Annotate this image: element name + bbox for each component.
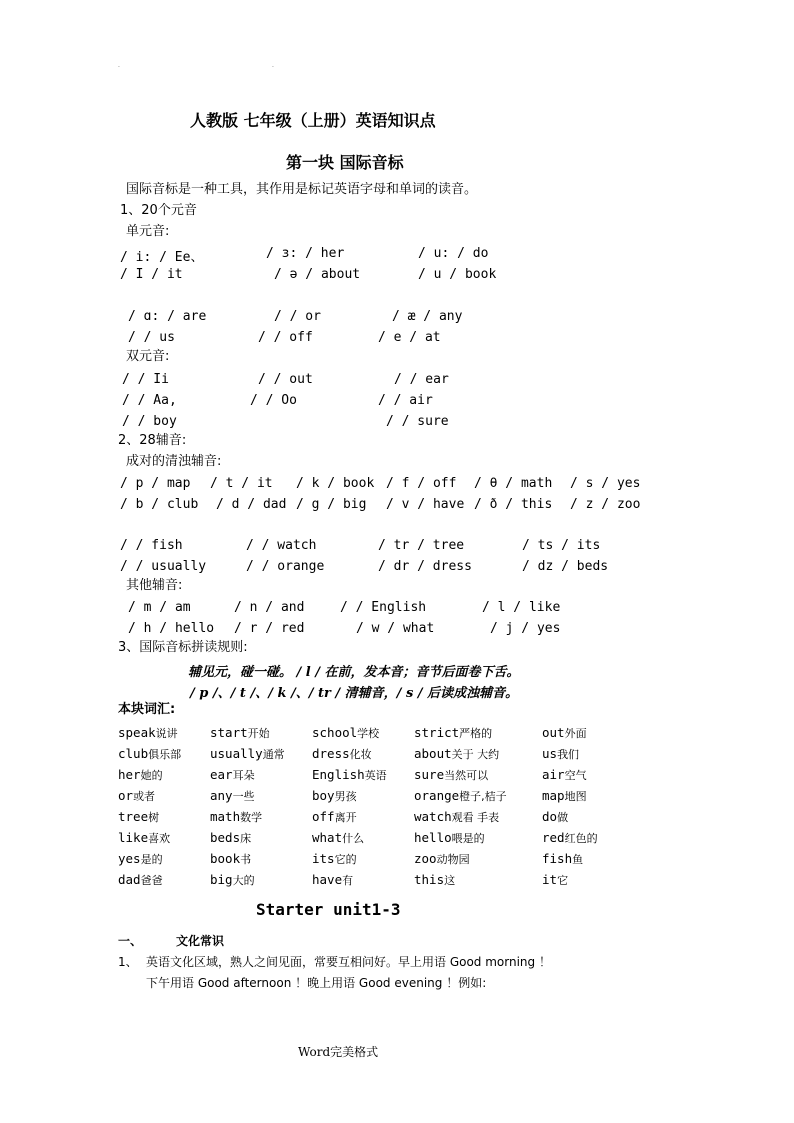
vocab-entry [118,725,178,741]
vocab-entry [118,851,163,867]
vocab-meaning: 严格的 [459,727,493,740]
ipa-cell: / g / big [296,497,367,512]
vocab-word: like [118,830,149,845]
vocab-word: any [210,788,233,803]
rules-heading: 3、国际音标拼读规则: [118,640,248,655]
ipa-cell: / e / at [378,330,441,345]
ipa-cell: / / us [128,330,175,345]
ipa-cell: / / sure [386,414,449,429]
vocab-entry [542,809,568,825]
vocab-word: dad [118,872,141,887]
vocab-word: math [210,809,241,824]
ipa-cell: / p / map [120,476,191,491]
page-title: 人教版 七年级（上册）英语知识点 [190,111,436,130]
section-title: 第一块 国际音标 [286,153,404,172]
vocab-meaning: 树 [148,811,160,824]
ipa-cell: / / watch [246,538,317,553]
ipa-cell: / d / dad [216,497,287,512]
vocab-meaning: 书 [240,853,252,866]
ipa-cell: / ə / about [274,267,361,282]
vocab-word: boy [312,788,335,803]
vocab-entry [312,809,357,825]
vocab-meaning: 空气 [564,769,587,782]
vocab-word: fish [542,851,573,866]
ipa-cell: / / Ii [122,372,169,387]
diphthongs-label: 双元音: [126,349,170,364]
vocab-meaning: 说讲 [155,727,178,740]
vocab-meaning: 地图 [564,790,587,803]
spelling-rule-1: 辅见元，碰一碰。 / l / 在前，发本音；音节后面卷下舌。 [188,665,520,680]
vocab-word: club [118,746,149,761]
ipa-cell: / i: / Ee、 [120,250,204,265]
vocab-word: out [542,725,565,740]
ipa-cell: / u: / do [418,246,489,261]
vocab-word: air [542,767,565,782]
ipa-cell: / u / book [418,267,497,282]
vocab-entry [542,830,598,846]
ipa-cell: / m / am [128,600,191,615]
ipa-cell: / / Oo [250,393,297,408]
vocab-word: do [542,809,558,824]
vocab-word: yes [118,851,141,866]
ipa-cell: / t / it [210,476,273,491]
ipa-cell: / ɑ: / are [128,309,207,324]
ipa-cell: / / off [258,330,313,345]
culture-line: 下午用语 Good afternoon ！晚上用语 Good evening ！例如: [146,976,487,990]
vocab-entry [118,746,181,762]
ipa-cell: / / fish [120,538,183,553]
vocab-entry [414,746,499,762]
vocab-meaning: 什么 [342,832,365,845]
ipa-cell: / tr / tree [378,538,465,553]
vocab-word: speak [118,725,156,740]
vocab-meaning: 数学 [240,811,263,824]
culture-item-number: 1、 [118,955,138,969]
vocab-meaning: 做 [557,811,569,824]
vocab-entry [312,788,357,804]
ipa-cell: / dz / beds [522,559,609,574]
vocab-word: off [312,809,335,824]
culture-heading: 文化常识 [176,934,225,948]
vocab-meaning: 男孩 [334,790,357,803]
vocab-entry [312,872,353,888]
vocab-meaning: 观看 手表 [451,811,500,824]
spelling-rule-2: / p /、/ t /、/ k /、/ tr / 清辅音，/ s / 后读成浊辅音。 [190,686,519,701]
vocab-heading: 本块词汇: [118,702,176,717]
header-mark-right: · [272,64,274,71]
vocab-meaning: 是的 [140,853,163,866]
vocab-word: map [542,788,565,803]
vocab-entry [414,725,492,741]
vocab-meaning: 俱乐部 [148,748,182,761]
vocab-meaning: 耳朵 [232,769,255,782]
vocab-word: school [312,725,358,740]
vocab-entry [312,851,357,867]
ipa-cell: / / Aa, [122,393,177,408]
ipa-cell: / ts / its [522,538,601,553]
vocab-meaning: 学校 [357,727,380,740]
ipa-cell: / j / yes [490,621,561,636]
footer-text: Word完美格式 [298,1045,379,1059]
vocab-meaning: 动物园 [436,853,470,866]
vocab-meaning: 开始 [247,727,270,740]
ipa-cell: / f / off [386,476,457,491]
starter-title: Starter unit1-3 [256,900,401,919]
vocab-entry [414,872,455,888]
vocab-word: us [542,746,558,761]
vocab-entry [312,767,387,783]
vocab-word: about [414,746,452,761]
vocab-meaning: 床 [240,832,252,845]
vocab-word: usually [210,746,263,761]
ipa-cell: / s / yes [570,476,641,491]
vocab-entry [118,830,170,846]
ipa-cell: / / usually [120,559,207,574]
vocab-meaning: 鱼 [572,853,584,866]
vocab-entry [118,809,159,825]
ipa-cell: / l / like [482,600,561,615]
ipa-cell: / I / it [120,267,183,282]
vocab-entry [210,788,255,804]
ipa-cell: / / English [340,600,427,615]
ipa-cell: / / ear [394,372,449,387]
vocab-word: strict [414,725,460,740]
ipa-cell: / h / hello [128,621,215,636]
vocab-word: its [312,851,335,866]
ipa-cell: / v / have [386,497,465,512]
vocab-word: it [542,872,558,887]
vocab-word: English [312,767,365,782]
vocab-meaning: 外面 [564,727,587,740]
ipa-cell: / ɜ: / her [266,246,345,261]
culture-heading-number: 一、 [118,934,143,948]
vocab-meaning: 英语 [364,769,387,782]
ipa-cell: / k / book [296,476,375,491]
vocab-entry [414,851,470,867]
vocab-entry [414,788,507,804]
vocab-meaning: 化妆 [349,748,372,761]
paired-consonants-label: 成对的清浊辅音: [126,454,222,469]
vocab-meaning: 关于 大约 [451,748,500,761]
vocab-meaning: 有 [342,874,354,887]
vocab-entry [414,767,488,783]
vocab-entry [414,830,485,846]
vocab-word: what [312,830,343,845]
vocab-meaning: 这 [444,874,456,887]
vocab-word: this [414,872,445,887]
vocab-entry [312,746,372,762]
vocab-word: big [210,872,233,887]
vocab-entry [118,767,163,783]
vocab-entry [542,788,587,804]
vocab-word: book [210,851,241,866]
vocab-entry [542,872,568,888]
vocab-word: start [210,725,248,740]
vocab-meaning: 红色的 [564,832,598,845]
vocab-entry [118,788,155,804]
vocab-meaning: 喂是的 [451,832,485,845]
vocab-meaning: 一些 [232,790,255,803]
vocab-entry [210,725,270,741]
vocab-word: have [312,872,343,887]
ipa-cell: / / air [378,393,433,408]
vocab-entry [312,830,364,846]
vocab-word: hello [414,830,452,845]
vocab-meaning: 大的 [232,874,255,887]
intro-text: 国际音标是一种工具，其作用是标记英语字母和单词的读音。 [126,182,478,197]
ipa-cell: / / boy [122,414,177,429]
ipa-cell: / / or [274,309,321,324]
vocab-meaning: 当然可以 [444,769,489,782]
ipa-cell: / r / red [234,621,305,636]
ipa-cell: / z / zoo [570,497,641,512]
vocab-entry [210,809,262,825]
vocab-word: ear [210,767,233,782]
ipa-cell: / ð / this [474,497,553,512]
other-consonants-label: 其他辅音: [126,578,183,593]
monophthongs-label: 单元音: [126,224,170,239]
vocab-meaning: 喜欢 [148,832,171,845]
vocab-entry [414,809,499,825]
vocab-entry [118,872,163,888]
vocab-word: watch [414,809,452,824]
vocab-entry [210,851,251,867]
vocab-entry [210,872,255,888]
vocab-entry [312,725,379,741]
vocab-meaning: 它 [557,874,569,887]
ipa-cell: / n / and [234,600,305,615]
vocab-word: her [118,767,141,782]
culture-line: 英语文化区域，熟人之间见面，常要互相问好。早上用语 Good morning ！ [146,955,551,969]
vocab-meaning: 橙子,桔子 [459,790,507,803]
vocab-word: zoo [414,851,437,866]
vocab-meaning: 通常 [262,748,285,761]
ipa-cell: / w / what [356,621,435,636]
vocab-entry [542,851,583,867]
vocab-word: dress [312,746,350,761]
vocab-word: sure [414,767,445,782]
vowels-heading: 1、20个元音 [120,203,197,218]
vocab-meaning: 离开 [334,811,357,824]
vocab-word: tree [118,809,149,824]
ipa-cell: / b / club [120,497,199,512]
vocab-meaning: 或者 [133,790,156,803]
ipa-cell: / dr / dress [378,559,472,574]
vocab-entry [542,746,579,762]
ipa-cell: / / out [258,372,313,387]
vocab-word: or [118,788,134,803]
ipa-cell: / æ / any [392,309,463,324]
vocab-entry [210,767,255,783]
header-mark-left: · [118,64,120,71]
vocab-meaning: 我们 [557,748,580,761]
vocab-word: orange [414,788,460,803]
ipa-cell: / θ / math [474,476,553,491]
vocab-entry [210,746,285,762]
vocab-meaning: 爸爸 [140,874,163,887]
consonants-heading: 2、28辅音: [118,433,187,448]
vocab-entry [542,725,587,741]
vocab-word: red [542,830,565,845]
vocab-entry [542,767,587,783]
vocab-word: beds [210,830,241,845]
vocab-entry [210,830,251,846]
vocab-meaning: 她的 [140,769,163,782]
ipa-cell: / / orange [246,559,325,574]
vocab-meaning: 它的 [334,853,357,866]
